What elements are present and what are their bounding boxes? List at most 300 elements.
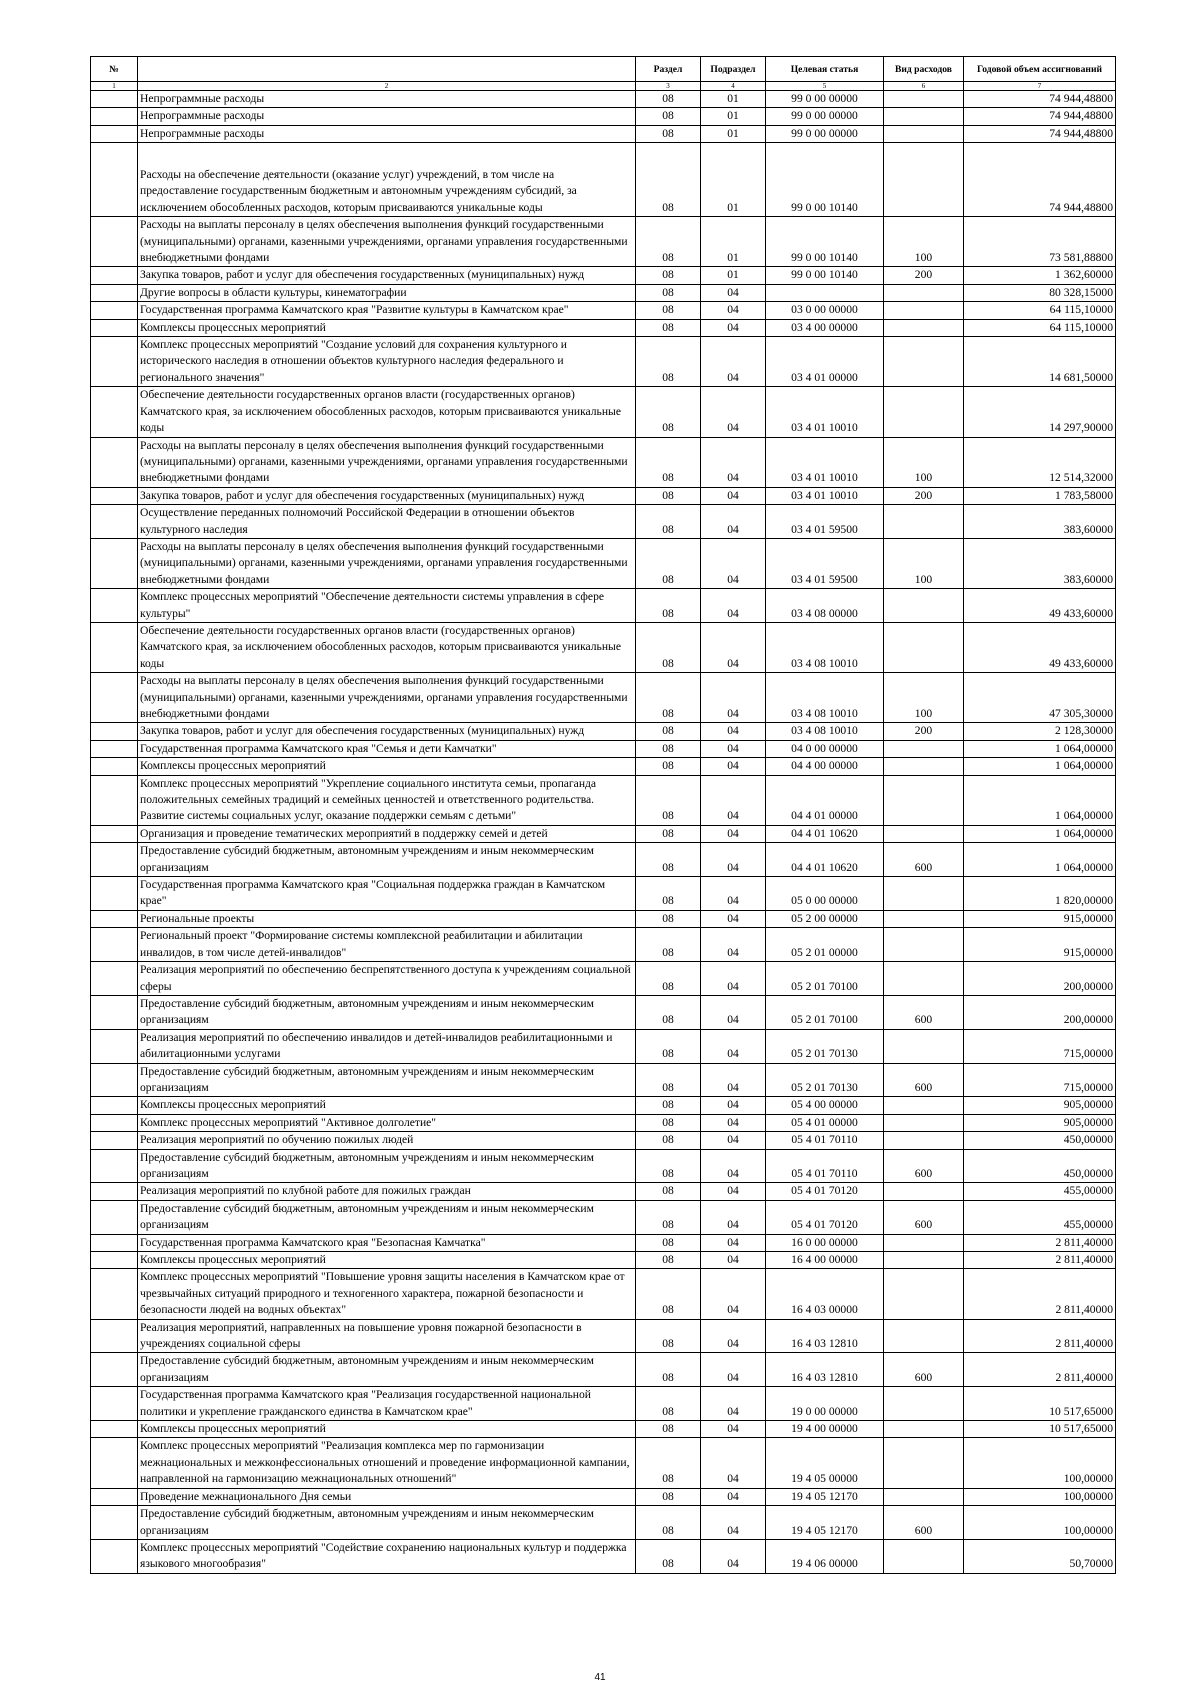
podrazdel-cell: 04 xyxy=(701,1183,766,1200)
row-number-cell xyxy=(91,319,138,336)
table-row xyxy=(91,1132,1116,1149)
podrazdel-cell: 01 xyxy=(701,217,766,267)
podrazdel-cell: 04 xyxy=(701,928,766,962)
row-number-cell xyxy=(91,1149,138,1183)
razdel-cell: 08 xyxy=(636,622,701,672)
razdel-cell: 08 xyxy=(636,1353,701,1387)
podrazdel-cell: 04 xyxy=(701,962,766,996)
target-article-cell: 19 4 05 12170 xyxy=(766,1488,884,1505)
razdel-cell: 08 xyxy=(636,673,701,723)
amount-cell: 49 433,60000 xyxy=(964,589,1116,623)
item-name-cell: Государственная программа Камчатского края "Развитие культуры в Камчатском крае" xyxy=(138,302,636,319)
podrazdel-cell: 04 xyxy=(701,589,766,623)
target-article-cell: 16 4 00 00000 xyxy=(766,1252,884,1269)
column-number: 4 xyxy=(701,82,766,91)
expense-type-cell xyxy=(884,589,964,623)
amount-cell: 715,00000 xyxy=(964,1063,1116,1097)
podrazdel-cell: 04 xyxy=(701,1438,766,1488)
target-article-cell: 99 0 00 10140 xyxy=(766,267,884,284)
row-number-cell xyxy=(91,843,138,877)
target-article-cell: 04 4 01 00000 xyxy=(766,775,884,825)
target-article-cell: 19 4 00 00000 xyxy=(766,1421,884,1438)
amount-cell: 915,00000 xyxy=(964,910,1116,927)
expense-type-cell xyxy=(884,1539,964,1573)
table-row xyxy=(91,758,1116,775)
table-row xyxy=(91,1387,1116,1421)
item-name-cell: Расходы на выплаты персоналу в целях обеспечения выполнения функций государственными (муниципальными) органами, казенными учреждениями, органами управления государственными внебюджетными фондами xyxy=(138,538,636,588)
row-number-cell xyxy=(91,143,138,217)
header-expense-type: Вид расходов xyxy=(884,57,964,82)
expense-type-cell xyxy=(884,91,964,108)
target-article-cell: 03 4 08 00000 xyxy=(766,589,884,623)
target-article-cell: 05 4 00 00000 xyxy=(766,1097,884,1114)
podrazdel-cell: 04 xyxy=(701,1029,766,1063)
target-article-cell: 19 0 00 00000 xyxy=(766,1387,884,1421)
item-name-cell: Обеспечение деятельности государственных органов власти (государственных органов) Камчатского края, за исключением обособленных расходов, которым присваиваются уникальные коды xyxy=(138,387,636,437)
column-number: 6 xyxy=(884,82,964,91)
table-row xyxy=(91,108,1116,125)
podrazdel-cell: 04 xyxy=(701,1353,766,1387)
razdel-cell: 08 xyxy=(636,1097,701,1114)
row-number-cell xyxy=(91,337,138,387)
target-article-cell: 05 2 01 00000 xyxy=(766,928,884,962)
podrazdel-cell: 04 xyxy=(701,1387,766,1421)
podrazdel-cell: 04 xyxy=(701,877,766,911)
target-article-cell: 03 4 08 10010 xyxy=(766,622,884,672)
amount-cell: 1 064,00000 xyxy=(964,775,1116,825)
row-number-cell xyxy=(91,622,138,672)
razdel-cell: 08 xyxy=(636,267,701,284)
razdel-cell: 08 xyxy=(636,1539,701,1573)
table-header-row xyxy=(91,57,1116,82)
target-article-cell: 05 2 00 00000 xyxy=(766,910,884,927)
razdel-cell: 08 xyxy=(636,1183,701,1200)
item-name-cell: Комплексы процессных мероприятий xyxy=(138,1252,636,1269)
table-row xyxy=(91,995,1116,1029)
row-number-cell xyxy=(91,267,138,284)
target-article-cell: 16 4 03 12810 xyxy=(766,1319,884,1353)
razdel-cell: 08 xyxy=(636,758,701,775)
item-name-cell: Предоставление субсидий бюджетным, автономным учреждениям и иным некоммерческим организациям xyxy=(138,995,636,1029)
item-name-cell: Предоставление субсидий бюджетным, автономным учреждениям и иным некоммерческим организациям xyxy=(138,1200,636,1234)
razdel-cell: 08 xyxy=(636,1234,701,1251)
table-row xyxy=(91,1438,1116,1488)
podrazdel-cell: 04 xyxy=(701,622,766,672)
target-article-cell: 05 4 01 00000 xyxy=(766,1114,884,1131)
table-row xyxy=(91,505,1116,539)
target-article-cell: 05 4 01 70110 xyxy=(766,1149,884,1183)
item-name-cell: Комплекс процессных мероприятий "Реализация комплекса мер по гармонизации межнациональных и межконфессиональных отношений и проведение информационной кампании, направленной на гармонизацию межнациональных отношений" xyxy=(138,1438,636,1488)
header-name xyxy=(138,57,636,82)
target-article-cell: 05 0 00 00000 xyxy=(766,877,884,911)
razdel-cell: 08 xyxy=(636,1149,701,1183)
table-row xyxy=(91,337,1116,387)
razdel-cell: 08 xyxy=(636,1387,701,1421)
expense-type-cell xyxy=(884,505,964,539)
razdel-cell: 08 xyxy=(636,505,701,539)
row-number-cell xyxy=(91,673,138,723)
amount-cell: 915,00000 xyxy=(964,928,1116,962)
podrazdel-cell: 04 xyxy=(701,1097,766,1114)
table-row xyxy=(91,143,1116,217)
row-number-cell xyxy=(91,1097,138,1114)
podrazdel-cell: 04 xyxy=(701,487,766,504)
row-number-cell xyxy=(91,1132,138,1149)
target-article-cell: 03 4 08 10010 xyxy=(766,673,884,723)
row-number-cell xyxy=(91,1252,138,1269)
podrazdel-cell: 01 xyxy=(701,108,766,125)
target-article-cell: 05 2 01 70100 xyxy=(766,962,884,996)
row-number-cell xyxy=(91,877,138,911)
expense-type-cell xyxy=(884,622,964,672)
expense-type-cell xyxy=(884,877,964,911)
target-article-cell: 05 4 01 70120 xyxy=(766,1200,884,1234)
table-row xyxy=(91,437,1116,487)
item-name-cell: Проведение межнационального Дня семьи xyxy=(138,1488,636,1505)
razdel-cell: 08 xyxy=(636,337,701,387)
expense-type-cell: 600 xyxy=(884,1149,964,1183)
target-article-cell: 99 0 00 00000 xyxy=(766,91,884,108)
row-number-cell xyxy=(91,91,138,108)
amount-cell: 450,00000 xyxy=(964,1149,1116,1183)
item-name-cell: Предоставление субсидий бюджетным, автономным учреждениям и иным некоммерческим организациям xyxy=(138,843,636,877)
amount-cell: 1 362,60000 xyxy=(964,267,1116,284)
expense-type-cell xyxy=(884,1234,964,1251)
item-name-cell: Непрограммные расходы xyxy=(138,125,636,142)
razdel-cell: 08 xyxy=(636,143,701,217)
item-name-cell: Комплексы процессных мероприятий xyxy=(138,1097,636,1114)
podrazdel-cell: 04 xyxy=(701,673,766,723)
row-number-cell xyxy=(91,302,138,319)
table-row xyxy=(91,740,1116,757)
amount-cell: 455,00000 xyxy=(964,1200,1116,1234)
target-article-cell: 03 0 00 00000 xyxy=(766,302,884,319)
amount-cell: 450,00000 xyxy=(964,1132,1116,1149)
table-row xyxy=(91,843,1116,877)
table-row xyxy=(91,1539,1116,1573)
razdel-cell: 08 xyxy=(636,1438,701,1488)
amount-cell: 1 783,58000 xyxy=(964,487,1116,504)
table-row xyxy=(91,1252,1116,1269)
razdel-cell: 08 xyxy=(636,387,701,437)
column-number: 1 xyxy=(91,82,138,91)
podrazdel-cell: 04 xyxy=(701,538,766,588)
razdel-cell: 08 xyxy=(636,437,701,487)
table-row xyxy=(91,1149,1116,1183)
table-row xyxy=(91,825,1116,842)
podrazdel-cell: 04 xyxy=(701,1234,766,1251)
item-name-cell: Другие вопросы в области культуры, кинематографии xyxy=(138,284,636,301)
row-number-cell xyxy=(91,387,138,437)
amount-cell: 74 944,48800 xyxy=(964,143,1116,217)
target-article-cell: 16 4 03 00000 xyxy=(766,1269,884,1319)
table-row xyxy=(91,487,1116,504)
row-number-cell xyxy=(91,740,138,757)
target-article-cell: 99 0 00 10140 xyxy=(766,217,884,267)
table-row xyxy=(91,538,1116,588)
amount-cell: 1 064,00000 xyxy=(964,740,1116,757)
podrazdel-cell: 01 xyxy=(701,143,766,217)
amount-cell: 10 517,65000 xyxy=(964,1421,1116,1438)
expense-type-cell xyxy=(884,1387,964,1421)
row-number-cell xyxy=(91,1421,138,1438)
podrazdel-cell: 01 xyxy=(701,267,766,284)
expense-type-cell: 600 xyxy=(884,843,964,877)
amount-cell: 100,00000 xyxy=(964,1438,1116,1488)
podrazdel-cell: 04 xyxy=(701,1252,766,1269)
amount-cell: 100,00000 xyxy=(964,1488,1116,1505)
amount-cell: 2 811,40000 xyxy=(964,1353,1116,1387)
table-row xyxy=(91,1353,1116,1387)
table-row xyxy=(91,673,1116,723)
row-number-cell xyxy=(91,538,138,588)
item-name-cell: Комплекс процессных мероприятий "Обеспечение деятельности системы управления в сфере культуры" xyxy=(138,589,636,623)
expense-type-cell xyxy=(884,1438,964,1488)
podrazdel-cell: 04 xyxy=(701,1200,766,1234)
expense-type-cell: 200 xyxy=(884,487,964,504)
amount-cell: 14 297,90000 xyxy=(964,387,1116,437)
expense-type-cell xyxy=(884,1319,964,1353)
row-number-cell xyxy=(91,928,138,962)
razdel-cell: 08 xyxy=(636,1269,701,1319)
expense-type-cell xyxy=(884,1183,964,1200)
amount-cell: 715,00000 xyxy=(964,1029,1116,1063)
target-article-cell: 05 2 01 70100 xyxy=(766,995,884,1029)
table-row xyxy=(91,589,1116,623)
podrazdel-cell: 04 xyxy=(701,825,766,842)
table-row xyxy=(91,910,1116,927)
podrazdel-cell: 04 xyxy=(701,1319,766,1353)
table-row xyxy=(91,387,1116,437)
expense-type-cell: 200 xyxy=(884,267,964,284)
amount-cell: 1 064,00000 xyxy=(964,758,1116,775)
expense-type-cell: 100 xyxy=(884,673,964,723)
target-article-cell: 03 4 01 59500 xyxy=(766,505,884,539)
item-name-cell: Комплекс процессных мероприятий "Создание условий для сохранения культурного и исторического наследия в отношении объектов культурного наследия федерального и регионального значения" xyxy=(138,337,636,387)
razdel-cell: 08 xyxy=(636,1114,701,1131)
podrazdel-cell: 01 xyxy=(701,125,766,142)
row-number-cell xyxy=(91,1114,138,1131)
target-article-cell: 05 4 01 70110 xyxy=(766,1132,884,1149)
row-number-cell xyxy=(91,505,138,539)
target-article-cell: 03 4 01 10010 xyxy=(766,437,884,487)
table-row xyxy=(91,1200,1116,1234)
item-name-cell: Осуществление переданных полномочий Российской Федерации в отношении объектов культурного наследия xyxy=(138,505,636,539)
razdel-cell: 08 xyxy=(636,1132,701,1149)
table-row xyxy=(91,1421,1116,1438)
razdel-cell: 08 xyxy=(636,723,701,740)
document-page xyxy=(90,56,1115,1574)
row-number-cell xyxy=(91,775,138,825)
row-number-cell xyxy=(91,589,138,623)
podrazdel-cell: 04 xyxy=(701,1132,766,1149)
item-name-cell: Государственная программа Камчатского края "Безопасная Камчатка" xyxy=(138,1234,636,1251)
target-article-cell: 04 4 01 10620 xyxy=(766,843,884,877)
amount-cell: 1 064,00000 xyxy=(964,825,1116,842)
item-name-cell: Закупка товаров, работ и услуг для обеспечения государственных (муниципальных) нужд xyxy=(138,487,636,504)
podrazdel-cell: 04 xyxy=(701,1506,766,1540)
expense-type-cell xyxy=(884,962,964,996)
razdel-cell: 08 xyxy=(636,843,701,877)
podrazdel-cell: 01 xyxy=(701,91,766,108)
podrazdel-cell: 04 xyxy=(701,1063,766,1097)
amount-cell: 2 811,40000 xyxy=(964,1319,1116,1353)
amount-cell: 74 944,48800 xyxy=(964,108,1116,125)
row-number-cell xyxy=(91,995,138,1029)
row-number-cell xyxy=(91,1200,138,1234)
expense-type-cell xyxy=(884,1488,964,1505)
podrazdel-cell: 04 xyxy=(701,775,766,825)
table-row xyxy=(91,267,1116,284)
item-name-cell: Комплекс процессных мероприятий "Содействие сохранению национальных культур и поддержка языкового многообразия" xyxy=(138,1539,636,1573)
amount-cell: 64 115,10000 xyxy=(964,319,1116,336)
item-name-cell: Расходы на выплаты персоналу в целях обеспечения выполнения функций государственными (муниципальными) органами, казенными учреждениями, органами управления государственными внебюджетными фондами xyxy=(138,437,636,487)
expense-type-cell xyxy=(884,775,964,825)
row-number-cell xyxy=(91,1269,138,1319)
expense-type-cell xyxy=(884,1029,964,1063)
razdel-cell: 08 xyxy=(636,825,701,842)
item-name-cell: Региональные проекты xyxy=(138,910,636,927)
item-name-cell: Непрограммные расходы xyxy=(138,108,636,125)
row-number-cell xyxy=(91,284,138,301)
razdel-cell: 08 xyxy=(636,1063,701,1097)
razdel-cell: 08 xyxy=(636,284,701,301)
item-name-cell: Расходы на обеспечение деятельности (оказание услуг) учреждений, в том числе на предоставление государственным бюджетным и автономным учреждениям субсидий, за исключением обособленных расходов, которым присваиваются уникальные коды xyxy=(138,143,636,217)
target-article-cell: 05 4 01 70120 xyxy=(766,1183,884,1200)
row-number-cell xyxy=(91,825,138,842)
amount-cell: 905,00000 xyxy=(964,1114,1116,1131)
target-article-cell: 16 4 03 12810 xyxy=(766,1353,884,1387)
amount-cell: 100,00000 xyxy=(964,1506,1116,1540)
expense-type-cell: 600 xyxy=(884,1506,964,1540)
item-name-cell: Комплексы процессных мероприятий xyxy=(138,758,636,775)
item-name-cell: Государственная программа Камчатского края "Социальная поддержка граждан в Камчатском крае" xyxy=(138,877,636,911)
table-row xyxy=(91,622,1116,672)
amount-cell: 2 811,40000 xyxy=(964,1252,1116,1269)
item-name-cell: Предоставление субсидий бюджетным, автономным учреждениям и иным некоммерческим организациям xyxy=(138,1149,636,1183)
expense-type-cell: 600 xyxy=(884,995,964,1029)
row-number-cell xyxy=(91,1319,138,1353)
item-name-cell: Реализация мероприятий по обеспечению инвалидов и детей-инвалидов реабилитационными и абилитационными услугами xyxy=(138,1029,636,1063)
target-article-cell: 04 4 00 00000 xyxy=(766,758,884,775)
column-number: 5 xyxy=(766,82,884,91)
amount-cell: 455,00000 xyxy=(964,1183,1116,1200)
amount-cell: 74 944,48800 xyxy=(964,91,1116,108)
row-number-cell xyxy=(91,1029,138,1063)
podrazdel-cell: 04 xyxy=(701,284,766,301)
table-row xyxy=(91,217,1116,267)
razdel-cell: 08 xyxy=(636,108,701,125)
item-name-cell: Реализация мероприятий по обучению пожилых людей xyxy=(138,1132,636,1149)
item-name-cell: Государственная программа Камчатского края "Семья и дети Камчатки" xyxy=(138,740,636,757)
item-name-cell: Предоставление субсидий бюджетным, автономным учреждениям и иным некоммерческим организациям xyxy=(138,1063,636,1097)
amount-cell: 1 064,00000 xyxy=(964,843,1116,877)
item-name-cell: Комплекс процессных мероприятий "Повышение уровня защиты населения в Камчатском крае от чрезвычайных ситуаций природного и техногенного характера, пожарной безопасности и безопасности людей на водных объектах" xyxy=(138,1269,636,1319)
podrazdel-cell: 04 xyxy=(701,437,766,487)
expense-type-cell: 600 xyxy=(884,1063,964,1097)
item-name-cell: Организация и проведение тематических мероприятий в поддержку семей и детей xyxy=(138,825,636,842)
expense-type-cell xyxy=(884,1421,964,1438)
razdel-cell: 08 xyxy=(636,1029,701,1063)
row-number-cell xyxy=(91,437,138,487)
expense-type-cell xyxy=(884,1252,964,1269)
expense-type-cell xyxy=(884,910,964,927)
amount-cell: 905,00000 xyxy=(964,1097,1116,1114)
expense-type-cell xyxy=(884,143,964,217)
podrazdel-cell: 04 xyxy=(701,337,766,387)
target-article-cell: 99 0 00 00000 xyxy=(766,125,884,142)
razdel-cell: 08 xyxy=(636,1421,701,1438)
row-number-cell xyxy=(91,1183,138,1200)
podrazdel-cell: 04 xyxy=(701,1149,766,1183)
podrazdel-cell: 04 xyxy=(701,319,766,336)
item-name-cell: Непрограммные расходы xyxy=(138,91,636,108)
podrazdel-cell: 04 xyxy=(701,387,766,437)
expense-type-cell: 100 xyxy=(884,538,964,588)
podrazdel-cell: 04 xyxy=(701,995,766,1029)
item-name-cell: Расходы на выплаты персоналу в целях обеспечения выполнения функций государственными (муниципальными) органами, казенными учреждениями, органами управления государственными внебюджетными фондами xyxy=(138,217,636,267)
amount-cell: 64 115,10000 xyxy=(964,302,1116,319)
item-name-cell: Комплексы процессных мероприятий xyxy=(138,319,636,336)
table-row xyxy=(91,125,1116,142)
podrazdel-cell: 04 xyxy=(701,723,766,740)
table-row xyxy=(91,962,1116,996)
razdel-cell: 08 xyxy=(636,302,701,319)
row-number-cell xyxy=(91,1539,138,1573)
table-row xyxy=(91,1319,1116,1353)
expense-type-cell xyxy=(884,302,964,319)
razdel-cell: 08 xyxy=(636,1319,701,1353)
item-name-cell: Предоставление субсидий бюджетным, автономным учреждениям и иным некоммерческим организациям xyxy=(138,1353,636,1387)
column-number: 3 xyxy=(636,82,701,91)
razdel-cell: 08 xyxy=(636,217,701,267)
amount-cell: 383,60000 xyxy=(964,505,1116,539)
razdel-cell: 08 xyxy=(636,928,701,962)
expense-type-cell xyxy=(884,758,964,775)
razdel-cell: 08 xyxy=(636,91,701,108)
item-name-cell: Комплекс процессных мероприятий "Активное долголетие" xyxy=(138,1114,636,1131)
row-number-cell xyxy=(91,1234,138,1251)
row-number-cell xyxy=(91,487,138,504)
expense-type-cell: 600 xyxy=(884,1200,964,1234)
amount-cell: 2 811,40000 xyxy=(964,1234,1116,1251)
amount-cell: 2 811,40000 xyxy=(964,1269,1116,1319)
row-number-cell xyxy=(91,723,138,740)
expense-type-cell xyxy=(884,1269,964,1319)
table-row xyxy=(91,302,1116,319)
razdel-cell: 08 xyxy=(636,910,701,927)
table-row xyxy=(91,928,1116,962)
item-name-cell: Реализация мероприятий по обеспечению беспрепятственного доступа к учреждениям социальной сферы xyxy=(138,962,636,996)
podrazdel-cell: 04 xyxy=(701,302,766,319)
table-row xyxy=(91,775,1116,825)
razdel-cell: 08 xyxy=(636,487,701,504)
razdel-cell: 08 xyxy=(636,1200,701,1234)
row-number-cell xyxy=(91,125,138,142)
item-name-cell: Закупка товаров, работ и услуг для обеспечения государственных (муниципальных) нужд xyxy=(138,267,636,284)
amount-cell: 14 681,50000 xyxy=(964,337,1116,387)
razdel-cell: 08 xyxy=(636,125,701,142)
expense-type-cell: 200 xyxy=(884,723,964,740)
row-number-cell xyxy=(91,108,138,125)
podrazdel-cell: 04 xyxy=(701,505,766,539)
amount-cell: 200,00000 xyxy=(964,962,1116,996)
header-razdel: Раздел xyxy=(636,57,701,82)
table-row xyxy=(91,1234,1116,1251)
amount-cell: 12 514,32000 xyxy=(964,437,1116,487)
podrazdel-cell: 04 xyxy=(701,1269,766,1319)
target-article-cell: 19 4 06 00000 xyxy=(766,1539,884,1573)
